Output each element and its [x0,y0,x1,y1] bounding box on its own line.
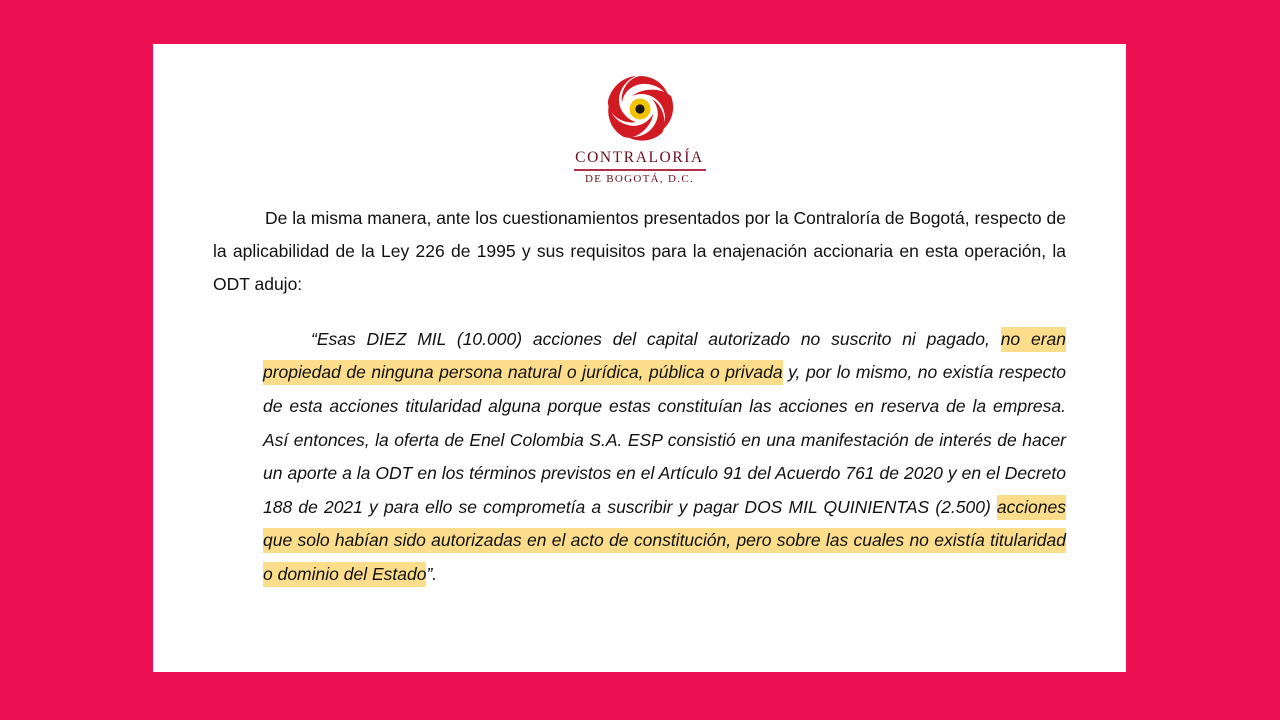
highlighted-text-1: no eran propiedad de ninguna persona natural o jurídica, pública o privada [263,327,1066,386]
quoted-paragraph [213,323,1066,592]
highlighted-text-2: acciones que solo habían sido autorizadas en el acto de constitución, pero sobre las cuales no existía titularidad o dominio del Estado [263,495,1066,587]
organization-logo [213,72,1066,186]
quote-open-mark: “ [311,328,317,349]
logo-divider [574,169,706,171]
organization-line2: DE BOGOTÁ, D.C. [584,173,695,186]
document-body [213,202,1066,592]
quote-segment-1: Esas DIEZ MIL (10.000) acciones del capital autorizado no suscrito ni pagado, [316,328,1001,349]
intro-paragraph: De la misma manera, ante los cuestionamientos presentados por la Contraloría de Bogotá, respecto de la aplicabilidad de la Ley 226 de 1995 y sus requisitos para la enajenación accionaria en esta operación, la ODT adujo: [213,207,1066,294]
quote-segment-2: y, por lo mismo, no existía respecto de esta acciones titularidad alguna porque estas constituían las acciones en reserva de la empresa. Así entonces, la oferta de Enel Colombia S.A. ESP consistió en una manifestación de interés de hacer un aporte a la ODT en los términos previstos en el Artículo 91 del Acuerdo 761 de 2020 y en el Decreto 188 de 2021 y para ello se comprometía a suscribir y pagar DOS MIL QUINIENTAS (2.500) [263,362,1066,517]
quote-close-mark: ”. [426,563,438,584]
document-page [153,44,1126,672]
organization-name [574,150,706,186]
organization-line1: CONTRALORÍA [575,149,704,166]
contraloria-rosette-logo-icon [603,72,677,146]
